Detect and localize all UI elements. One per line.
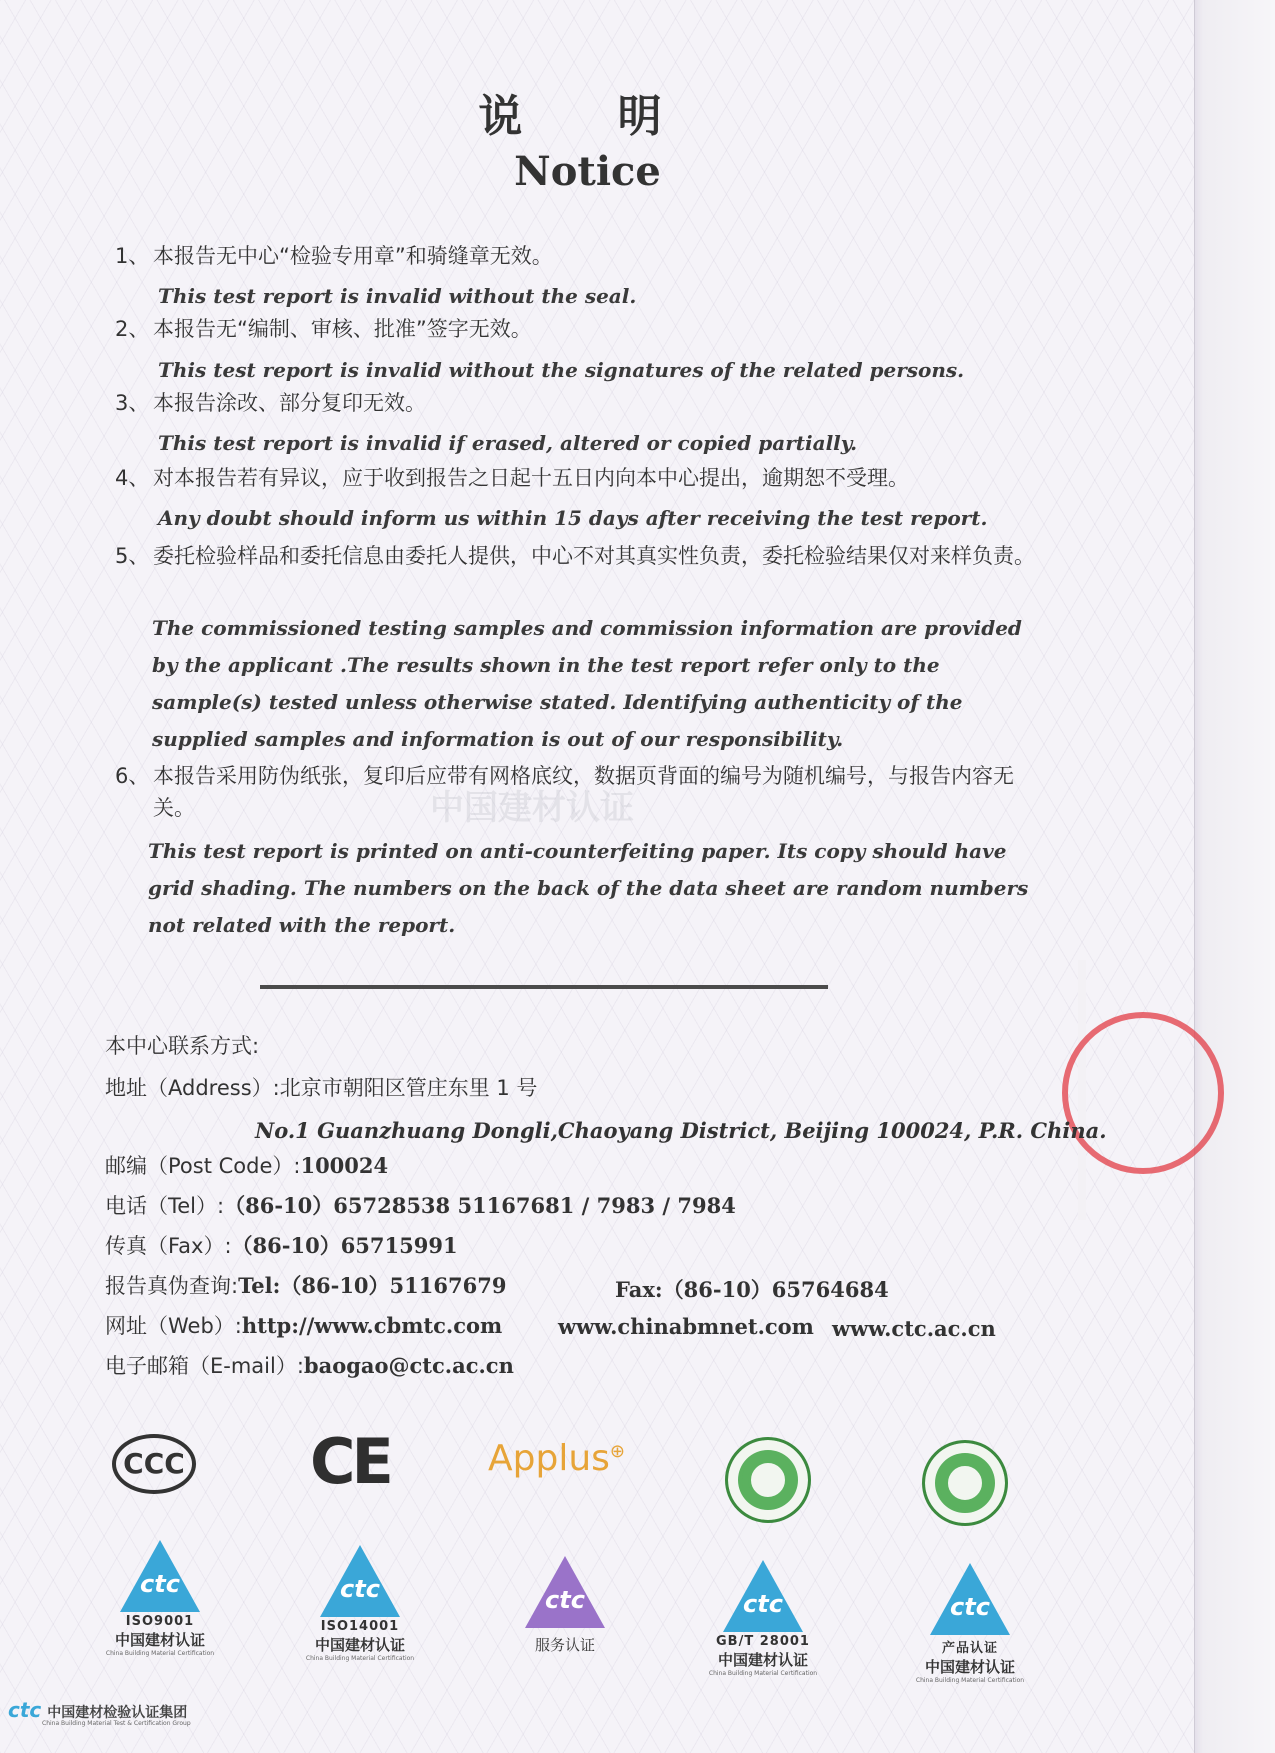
- item-text-en: This test report is invalid without the seal.: [158, 284, 637, 308]
- address-cn: 北京市朝阳区管庄东里 1 号: [279, 1076, 538, 1100]
- logo-line-3: China Building Material Certification: [305, 1655, 415, 1662]
- verify-label: 报告真伪查询:: [105, 1274, 239, 1298]
- logo-line-3: China Building Material Certification: [105, 1650, 215, 1657]
- postcode-label: 邮编（Post Code）:: [105, 1154, 301, 1178]
- verify-tel: Tel:（86-10）51167679: [238, 1273, 507, 1298]
- ce-logo: CE: [310, 1425, 390, 1498]
- item-number: 2、: [115, 317, 150, 341]
- footer-group-name-en: China Building Material Test & Certification Group: [42, 1720, 191, 1727]
- item-number: 3、: [115, 391, 150, 415]
- notice-item-4: [115, 462, 1045, 494]
- logo-line-1: GB/T 28001: [716, 1634, 810, 1649]
- contact-postcode: [105, 1150, 388, 1180]
- logo-line-2: 中国建材认证: [314, 1636, 405, 1654]
- contact-verify: [105, 1270, 506, 1300]
- item-text-cn: 本报告无“编制、审核、批准”签字无效。: [153, 317, 532, 341]
- title-english: Notice: [514, 148, 661, 195]
- item-text-en: This test report is invalid without the signatures of the related persons.: [158, 358, 965, 382]
- tel-label: 电话（Tel）:: [105, 1194, 225, 1218]
- logo-line-1: 产品认证: [941, 1641, 998, 1656]
- ctc-mark: ctc: [545, 1586, 585, 1614]
- web-link-2[interactable]: www.chinabmnet.com: [558, 1314, 814, 1339]
- ctc-iso14001-logo: [285, 1545, 435, 1662]
- notice-item-5: [115, 540, 1045, 572]
- logo-line-1: ISO9001: [125, 1614, 195, 1629]
- contact-address: [105, 1072, 537, 1102]
- item-text-cn: 委托检验样品和委托信息由委托人提供，中心不对其真实性负责，委托检验结果仅对来样负责。: [153, 544, 1035, 568]
- fax-value: （86-10）65715991: [231, 1233, 458, 1258]
- ccc-logo: CCC: [112, 1434, 196, 1494]
- ctc-mark: ctc: [950, 1593, 990, 1621]
- item-text-en: This test report is printed on anti-counterfeiting paper. Its copy should have grid shading. The numbers on the back of the data sheet are random numbers not related with the report.: [148, 839, 1029, 937]
- fax-label: 传真（Fax）:: [105, 1234, 232, 1258]
- postcode-value: 100024: [300, 1153, 389, 1178]
- item-number: 4、: [115, 466, 150, 490]
- logo-line-2: 中国建材认证: [717, 1651, 808, 1669]
- contact-verify-fax: [615, 1274, 889, 1304]
- tel-value: （86-10）65728538 51167681 / 7983 / 7984: [224, 1193, 736, 1218]
- leaf-icon: [748, 1460, 788, 1500]
- notice-item-2: [115, 313, 1045, 345]
- item-number: 5、: [115, 544, 150, 568]
- item-text-cn: 本报告采用防伪纸张，复印后应带有网格底纹，数据页背面的编号为随机编号，与报告内容无关。: [153, 764, 1014, 820]
- ctc-iso9001-logo: [85, 1540, 235, 1657]
- address-label: 地址（Address）:: [105, 1076, 280, 1100]
- plus-circle-icon: ⊕: [609, 1441, 625, 1462]
- item-text-en: The commissioned testing samples and commission information are provided by the applicant .The results shown in the test report refer only to the sample(s) tested unless otherwise stated. Identifying authenticity of the supplied samples and information is out of our responsibility.: [152, 616, 1022, 751]
- logo-line-3: China Building Material Certification: [915, 1677, 1025, 1684]
- notice-item-3: [115, 387, 1045, 419]
- notice-item-6: [115, 760, 1045, 824]
- notice-item-1: [115, 240, 1045, 272]
- item-text-cn: 本报告涂改、部分复印无效。: [153, 391, 426, 415]
- logo-line-2: 中国建材认证: [924, 1658, 1015, 1676]
- ctc-triangle-icon: [120, 1540, 200, 1612]
- ctc-mark: ctc: [743, 1590, 783, 1618]
- applus-text: Applus: [488, 1438, 610, 1479]
- address-en: No.1 Guanzhuang Dongli,Chaoyang District, Beijing 100024, P.R. China.: [255, 1118, 1107, 1143]
- contact-email: [105, 1350, 514, 1380]
- ctc-triangle-icon: [525, 1556, 605, 1628]
- contact-web-2: [558, 1314, 814, 1339]
- ctc-product-logo: [895, 1563, 1045, 1684]
- ctc-gbt28001-logo: [688, 1560, 838, 1677]
- ctc-service-logo: [490, 1556, 640, 1655]
- section-divider: [260, 985, 828, 989]
- verify-fax: Fax:（86-10）65764684: [615, 1277, 889, 1302]
- logo-line-2: 服务认证: [534, 1636, 595, 1654]
- ctc-footer-mark: ctc: [8, 1698, 42, 1722]
- contact-fax: [105, 1230, 458, 1260]
- logo-line-1: ISO14001: [320, 1619, 400, 1634]
- logo-line-3: China Building Material Certification: [708, 1670, 818, 1677]
- web-label: 网址（Web）:: [105, 1314, 242, 1338]
- contact-tel: [105, 1190, 736, 1220]
- footer-group-name: 中国建材检验认证集团: [47, 1705, 188, 1721]
- email-label: 电子邮箱（E-mail）:: [105, 1354, 304, 1378]
- ctc-mark: ctc: [340, 1575, 380, 1603]
- item-number: 1、: [115, 244, 150, 268]
- item-number: 6、: [115, 764, 150, 788]
- ctc-mark: ctc: [140, 1570, 180, 1598]
- item-text-cn: 本报告无中心“检验专用章”和骑缝章无效。: [153, 244, 553, 268]
- applus-logo: [488, 1438, 625, 1479]
- leaf-icon: [945, 1463, 985, 1503]
- green-certification-seal-2: [922, 1440, 1008, 1526]
- item-text-en: Any doubt should inform us within 15 days after receiving the test report.: [158, 506, 988, 530]
- item-text-en: This test report is invalid if erased, altered or copied partially.: [158, 431, 858, 455]
- ctc-triangle-icon: [320, 1545, 400, 1617]
- email-link[interactable]: baogao@ctc.ac.cn: [303, 1353, 514, 1378]
- contact-web-3: [832, 1316, 996, 1341]
- ctc-triangle-icon: [930, 1563, 1010, 1635]
- item-text-cn: 对本报告若有异议，应于收到报告之日起十五日内向本中心提出，逾期恕不受理。: [153, 466, 909, 490]
- footer-group-logo: [8, 1698, 191, 1727]
- title-chinese: 说 明: [478, 91, 702, 142]
- web-link-1[interactable]: http://www.cbmtc.com: [241, 1313, 503, 1338]
- web-link-3[interactable]: www.ctc.ac.cn: [832, 1316, 996, 1341]
- red-seal-stamp: [1062, 1012, 1224, 1174]
- contact-heading: 本中心联系方式:: [105, 1034, 260, 1058]
- logo-line-2: 中国建材认证: [114, 1631, 205, 1649]
- ctc-triangle-icon: [723, 1560, 803, 1632]
- page-edge-strip: [1194, 0, 1275, 1753]
- watermark-text: 中国建材认证: [430, 788, 634, 828]
- contact-web: [105, 1310, 502, 1340]
- green-certification-seal-1: [725, 1437, 811, 1523]
